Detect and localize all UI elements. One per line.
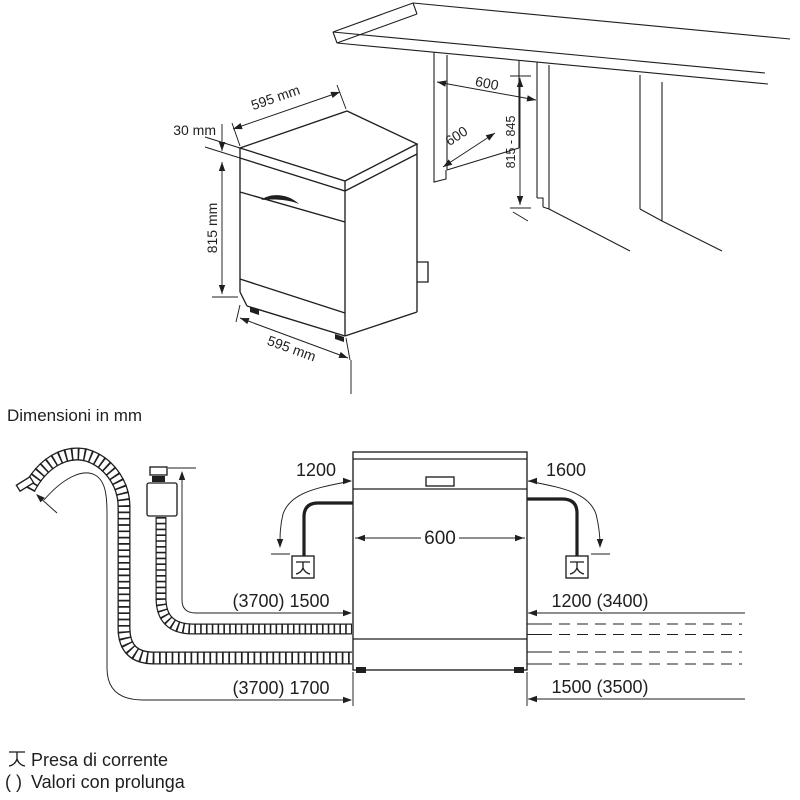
dim-niche-depth-label: 600 [442,122,471,149]
dim-drain-right [528,677,745,702]
water-tap [147,467,177,516]
hose-extensions-right [527,624,742,664]
dim-supply-left [168,468,352,616]
power-cord-left [304,503,353,556]
dim-top-width [232,81,346,146]
dim-supply-left-label: (3700) 1500 [232,591,330,611]
legend-outlet-label: Presa di corrente [31,750,169,770]
dim-bottom-width-label: 595 mm [265,332,319,365]
door-handle [261,195,299,204]
extension-lines [353,672,527,706]
foot-left [356,667,366,673]
legend-extension-symbol: ( ) [5,772,22,792]
power-outlet-legend-icon [9,752,25,766]
legend-extension-label: Valori con prolunga [31,772,185,792]
dim-worktop-clearance [173,122,240,158]
power-cord-right [527,499,577,556]
dim-drain-right-label: 1500 (3500) [551,677,649,697]
dim-cord-left-label: 1200 [295,460,337,480]
power-outlet-right-icon [566,556,588,578]
legend [5,750,186,792]
counter-cabinet-outline [333,3,790,251]
dishwasher-iso-outline [240,111,428,336]
installation-view [16,452,745,706]
isometric-view [173,3,790,394]
dishwasher-front-view [353,452,527,673]
appliance-feet-iso [250,307,344,342]
dim-supply-right-label: 1200 (3400) [551,591,649,611]
dim-appliance-height-label: 815 mm [204,202,220,254]
dim-appliance-height [204,162,238,297]
foot-right [514,667,524,673]
dim-cord-right [528,460,610,554]
dim-top-width-label: 595 mm [248,81,302,114]
dim-bottom-width [236,305,351,394]
dim-niche-depth [442,123,495,167]
dim-supply-right [528,591,745,616]
dim-niche-height-label: 815 - 845 [504,115,518,169]
dim-niche-width-label: 600 [473,73,500,94]
dim-niche-width [437,73,536,101]
dim-appliance-width-label: 600 [424,528,456,549]
dim-cord-right-label: 1600 [545,460,587,480]
dim-niche-height [504,76,531,221]
power-outlet-left-icon [292,556,314,578]
dim-cord-left [271,460,352,554]
dim-worktop-clearance-label: 30 mm [173,122,216,138]
diagram-title: Dimensioni in mm [7,406,143,425]
dim-drain-left-label: (3700) 1700 [232,678,330,698]
